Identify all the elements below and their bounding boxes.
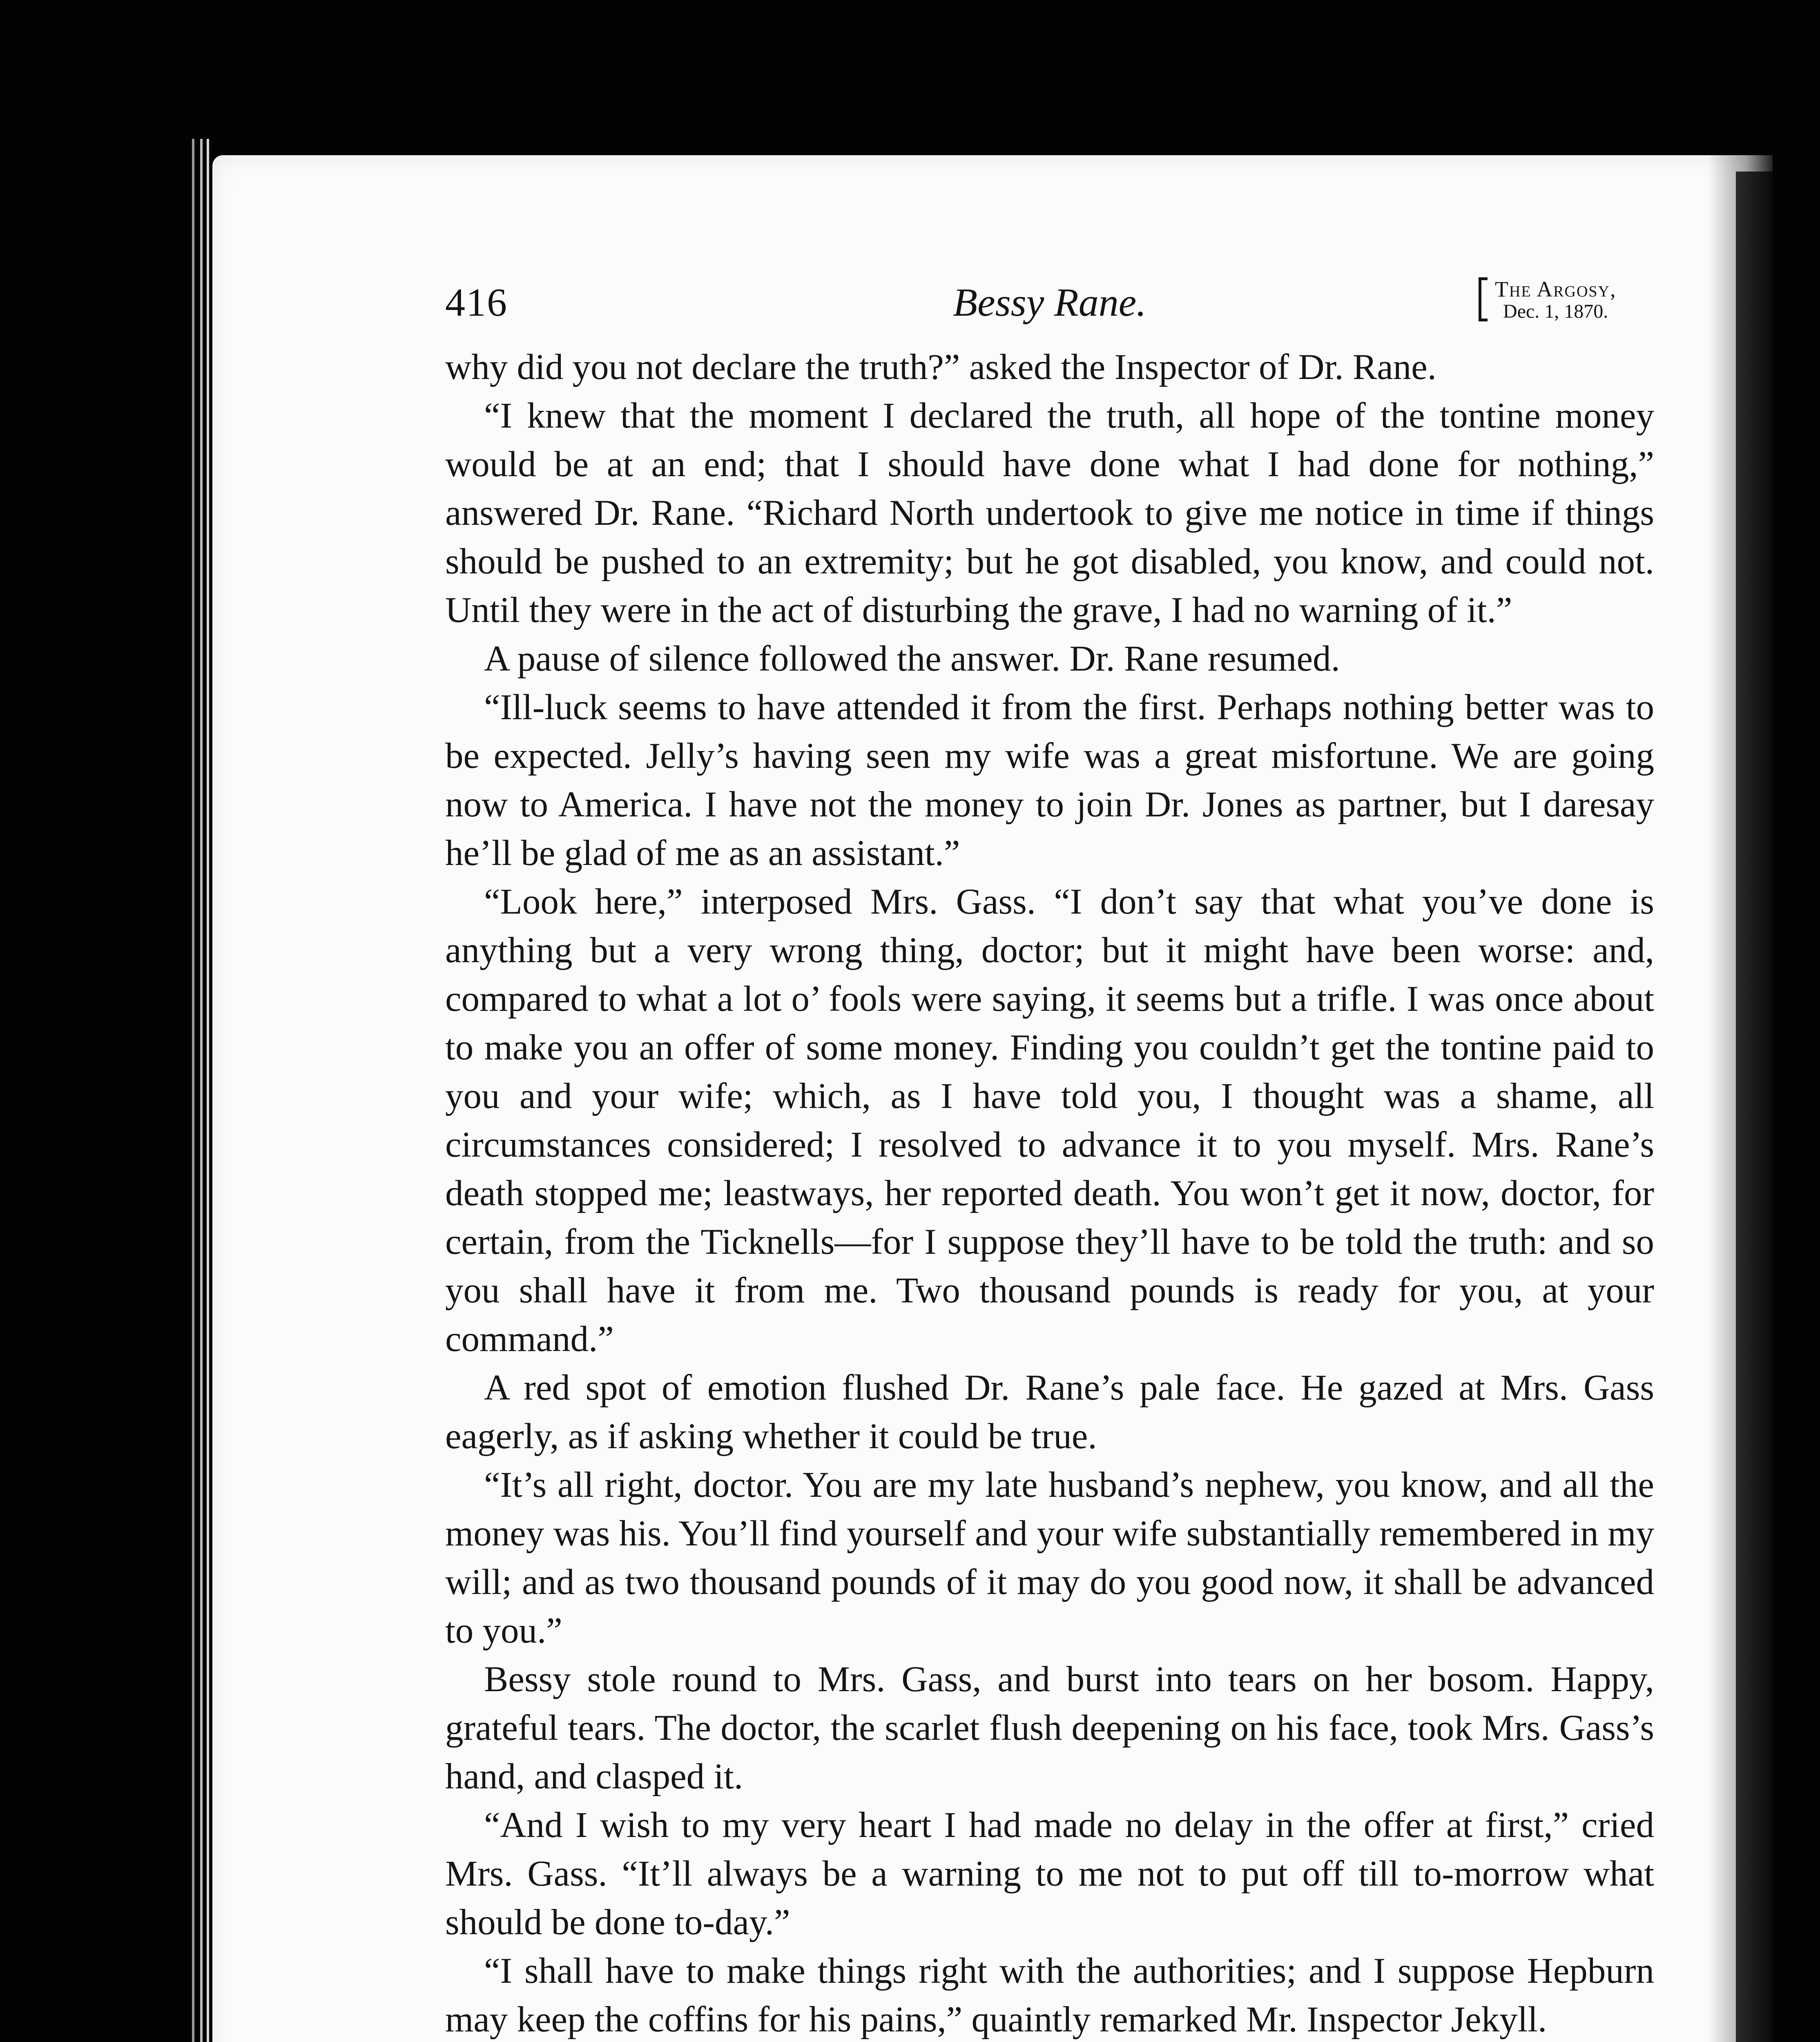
issue-name: The Argosy, xyxy=(1495,277,1617,301)
issue-reference xyxy=(1479,275,1654,324)
paragraph: “It’s all right, doctor. You are my late husband’s nephew, you know, and all the money was his. You’ll find yourself and your wife substantially remembered in my will; and as two thousand pounds of it may do you good now, it shall be advanced to you.” xyxy=(445,1465,1654,1651)
page-edge xyxy=(207,139,209,2042)
paragraph: “I knew that the moment I declared the truth, all hope of the tontine money would be at an end; that I should have done what I had done for nothing,” answered Dr. Rane. “Richard North undertook to give me notice in time if things should be pushed to an extremity; but he got disabled, you know, and could not. Until they were in the act of disturbing the grave, I had no warning of it.” xyxy=(445,396,1654,630)
page-header xyxy=(445,272,1654,337)
paragraph: A pause of silence followed the answer. Dr. Rane resumed. xyxy=(484,639,1340,679)
binding-gutter xyxy=(1736,172,1773,2042)
paragraph: “And I wish to my very heart I had made no delay in the offer at first,” cried Mrs. Gass. “It’ll always be a warning to me not to put off till to-morrow what should be done to-day.” xyxy=(445,1805,1654,1942)
paragraph: “Ill-luck seems to have attended it from the first. Perhaps nothing better was to be expected. Jelly’s having seen my wife was a great misfortune. We are going now to America. I have not the money to join Dr. Jones as partner, but I daresay he’ll be glad of me as an assistant.” xyxy=(445,687,1654,873)
bracket-mark xyxy=(1479,277,1488,321)
paragraph: A red spot of emotion flushed Dr. Rane’s pale face. He gazed at Mrs. Gass eagerly, as if asking whether it could be true. xyxy=(445,1368,1654,1456)
page-edge xyxy=(200,139,203,2042)
paragraph: Bessy stole round to Mrs. Gass, and burst into tears on her bosom. Happy, grateful tears. The doctor, the scarlet flush deepening on his face, took Mrs. Gass’s hand, and clasped it. xyxy=(445,1659,1654,1797)
page-edge xyxy=(192,139,194,2042)
paragraph: “I shall have to make things right with the authorities; and I suppose Hepburn may keep the coffins for his pains,” quaintly remarked Mr. Inspector Jekyll. xyxy=(445,1951,1654,2040)
paragraph: “Look here,” interposed Mrs. Gass. “I don’t say that what you’ve done is anything but a very wrong thing, doctor; but it might have been worse: and, compared to what a lot o’ fools were saying, it seems but a trifle. I was once about to make you an offer of some money. Finding you couldn’t get the tontine paid to you and your wife; which, as I have told you, I thought was a shame, all circumstances considered; I resolved to advance it to you myself. Mrs. Rane’s death stopped me; leastways, her reported death. You won’t get it now, doctor, for certain, from the Ticknells—for I suppose they’ll have to be told the truth: and so you shall have it from me. Two thousand pounds is ready for you, at your command.” xyxy=(445,882,1654,1359)
paragraph: why did you not declare the truth?” asked the Inspector of Dr. Rane. xyxy=(445,347,1436,387)
running-title: Bessy Rane. xyxy=(953,281,1146,325)
body-text xyxy=(445,343,1654,2042)
page-number: 416 xyxy=(445,281,508,325)
issue-date: Dec. 1, 1870. xyxy=(1503,301,1608,322)
